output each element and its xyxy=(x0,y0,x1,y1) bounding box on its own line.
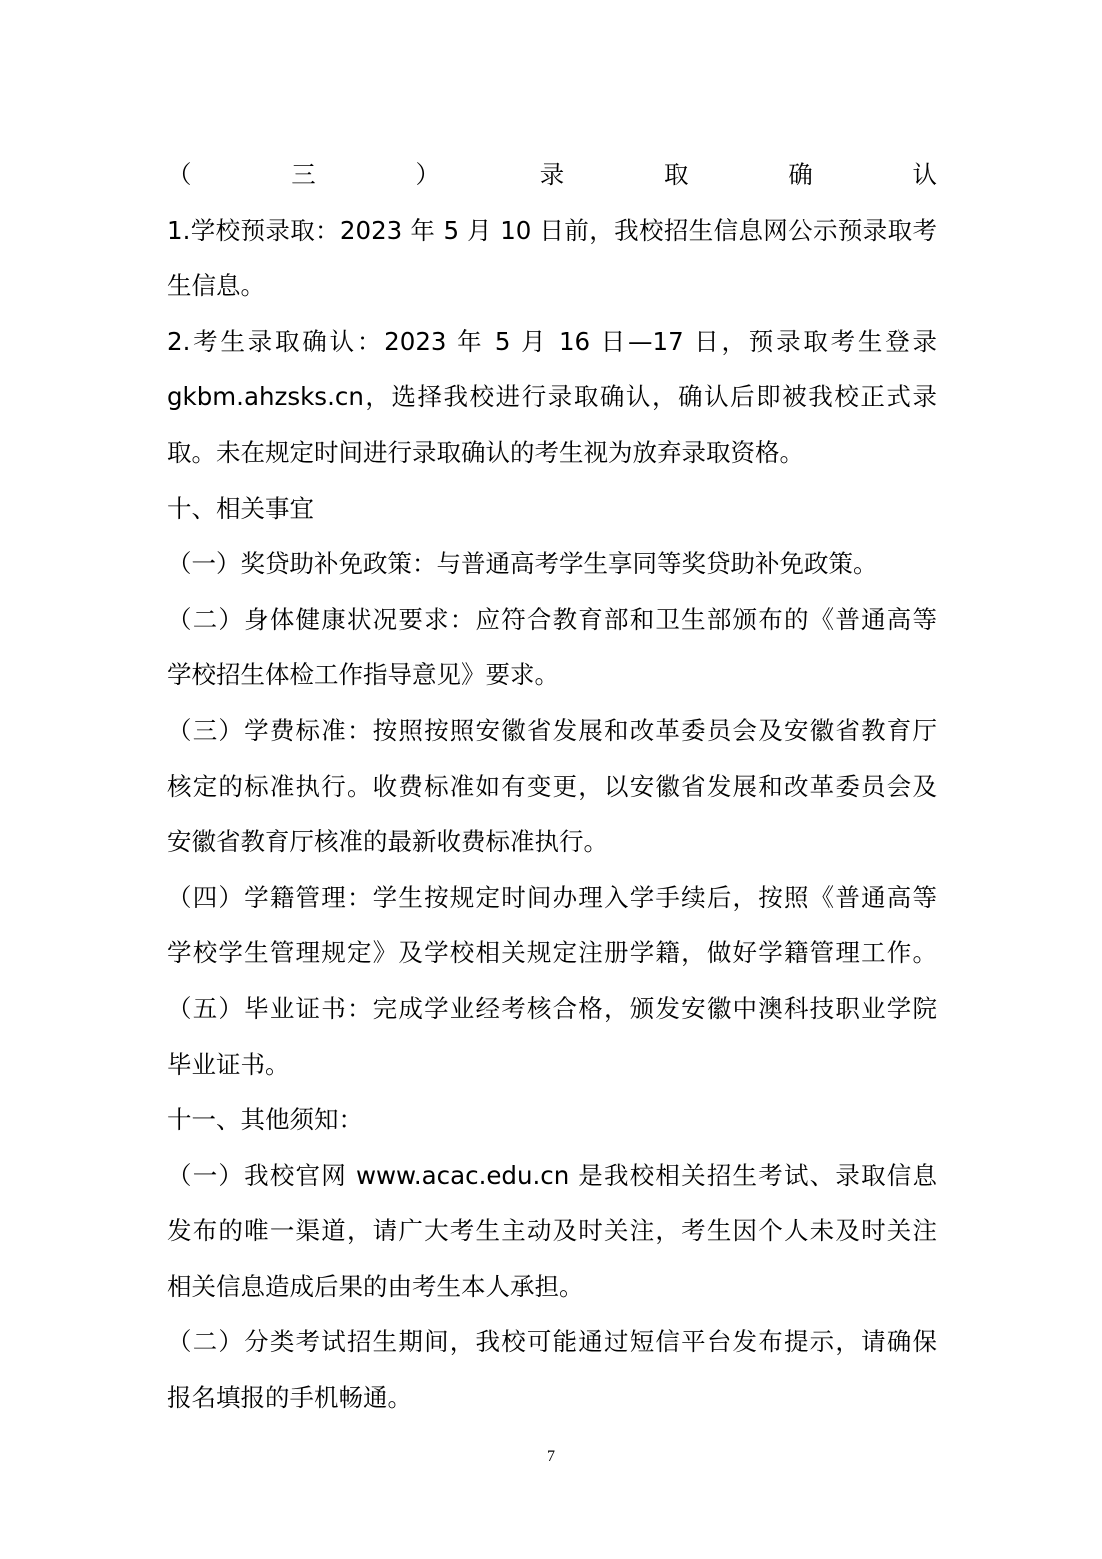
page-number: 7 xyxy=(547,1448,555,1465)
paragraph-admission-confirmation-end: 取。未在规定时间进行录取确认的考生视为放弃录取资格。 xyxy=(167,437,804,467)
section-heading-admission-confirmation: （三）录取确认 xyxy=(167,160,937,189)
paragraph-student-records: （四）学籍管理：学生按规定时间办理入学手续后，按照《普通高等 xyxy=(167,882,937,912)
paragraph-sms-notice-cont: 报名填报的手机畅通。 xyxy=(167,1383,412,1413)
section-heading-other-notes: 十一、其他须知： xyxy=(167,1105,363,1135)
paragraph-official-website-cont: 发布的唯一渠道，请广大考生主动及时关注，考生因个人未及时关注 xyxy=(167,1216,937,1246)
document-body xyxy=(167,147,937,1426)
paragraph-sms-notice: （二）分类考试招生期间，我校可能通过短信平台发布提示，请确保 xyxy=(167,1327,937,1357)
paragraph-diploma-cont: 毕业证书。 xyxy=(167,1049,290,1079)
paragraph-pre-admission-cont: 生信息。 xyxy=(167,271,265,301)
paragraph-pre-admission: 1.学校预录取：2023 年 5 月 10 日前，我校招生信息网公示预录取考 xyxy=(167,215,937,245)
paragraph-student-records-cont: 学校学生管理规定》及学校相关规定注册学籍，做好学籍管理工作。 xyxy=(167,938,937,968)
section-heading-related-matters: 十、相关事宜 xyxy=(167,493,314,523)
paragraph-admission-confirmation: 2.考生录取确认：2023 年 5 月 16 日—17 日，预录取考生登录 xyxy=(167,326,937,356)
paragraph-official-website: （一）我校官网 www.acac.edu.cn 是我校相关招生考试、录取信息 xyxy=(167,1160,937,1190)
paragraph-tuition: （三）学费标准：按照按照安徽省发展和改革委员会及安徽省教育厅 xyxy=(167,715,937,745)
paragraph-tuition-cont: 核定的标准执行。收费标准如有变更，以安徽省发展和改革委员会及 xyxy=(167,771,937,801)
paragraph-financial-aid: （一）奖贷助补免政策：与普通高考学生享同等奖贷助补免政策。 xyxy=(167,549,878,579)
paragraph-official-website-end: 相关信息造成后果的由考生本人承担。 xyxy=(167,1271,584,1301)
paragraph-tuition-end: 安徽省教育厅核准的最新收费标准执行。 xyxy=(167,827,608,857)
paragraph-health-requirements: （二）身体健康状况要求：应符合教育部和卫生部颁布的《普通高等 xyxy=(167,604,937,634)
paragraph-diploma: （五）毕业证书：完成学业经考核合格，颁发安徽中澳科技职业学院 xyxy=(167,993,937,1023)
paragraph-health-requirements-cont: 学校招生体检工作指导意见》要求。 xyxy=(167,660,559,690)
paragraph-admission-confirmation-cont: gkbm.ahzsks.cn，选择我校进行录取确认，确认后即被我校正式录 xyxy=(167,382,937,412)
